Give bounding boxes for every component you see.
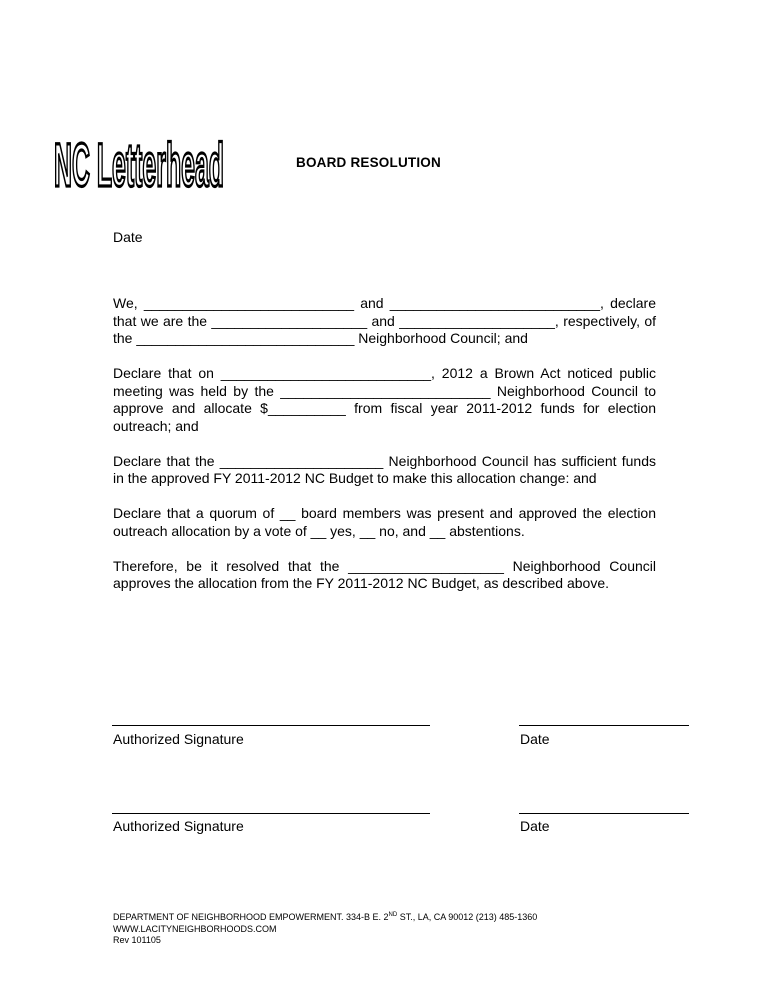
paragraph-funds: Declare that the _____________________ Neighborhood Council has sufficient funds in the approved FY 2011-2012 NC Budget to make this allocation change: and [113, 452, 656, 486]
date-line-2[interactable] [519, 813, 689, 814]
signature-label-1: Authorized Signature [113, 731, 244, 747]
signature-label-2: Authorized Signature [113, 818, 244, 834]
paragraph-meeting: Declare that on ___________________________, 2012 a Brown Act noticed public meeting was held by the ___________________________ Neighborhood Council to approve and allocate $__________ from fiscal year 2011-2012 funds for election outreach; and [113, 365, 656, 434]
footer-address-main: DEPARTMENT OF NEIGHBORHOOD EMPOWERMENT. 334-B E. 2 [113, 912, 389, 922]
paragraph-resolved: Therefore, be it resolved that the ____________________ Neighborhood Council approves the allocation from the FY 2011-2012 NC Budget, as described above. [113, 557, 656, 591]
footer-address-rest: ST., LA, CA 90012 (213) 485-1360 [397, 912, 538, 922]
signature-line-2[interactable] [112, 813, 430, 814]
page-footer [113, 912, 537, 947]
date-label-2: Date [520, 818, 550, 834]
letterhead-logo [52, 124, 228, 200]
document-title: BOARD RESOLUTION [296, 155, 441, 170]
signature-line-1[interactable] [112, 725, 430, 726]
footer-website: WWW.LACITYNEIGHBORHOODS.COM [113, 923, 277, 934]
footer-address [113, 912, 537, 924]
letterhead-text: NC Letterhead [54, 131, 224, 200]
letterhead-wordart [52, 124, 228, 200]
date-line-1[interactable] [519, 725, 689, 726]
footer-revision: Rev 101105 [113, 935, 161, 945]
date-label: Date [113, 229, 143, 245]
date-label-1: Date [520, 731, 550, 747]
resolution-body [113, 295, 656, 610]
paragraph-quorum: Declare that a quorum of __ board members was present and approved the election outreach allocation by a vote of __ yes, __ no, and __ abstentions. [113, 505, 656, 539]
paragraph-members: We, ___________________________ and ___________________________, declare that we are the ____________________ and ____________________, respectively, of the ____________________________ Neighborhood Council; and [113, 295, 656, 346]
footer-address-sup: ND [388, 912, 398, 918]
